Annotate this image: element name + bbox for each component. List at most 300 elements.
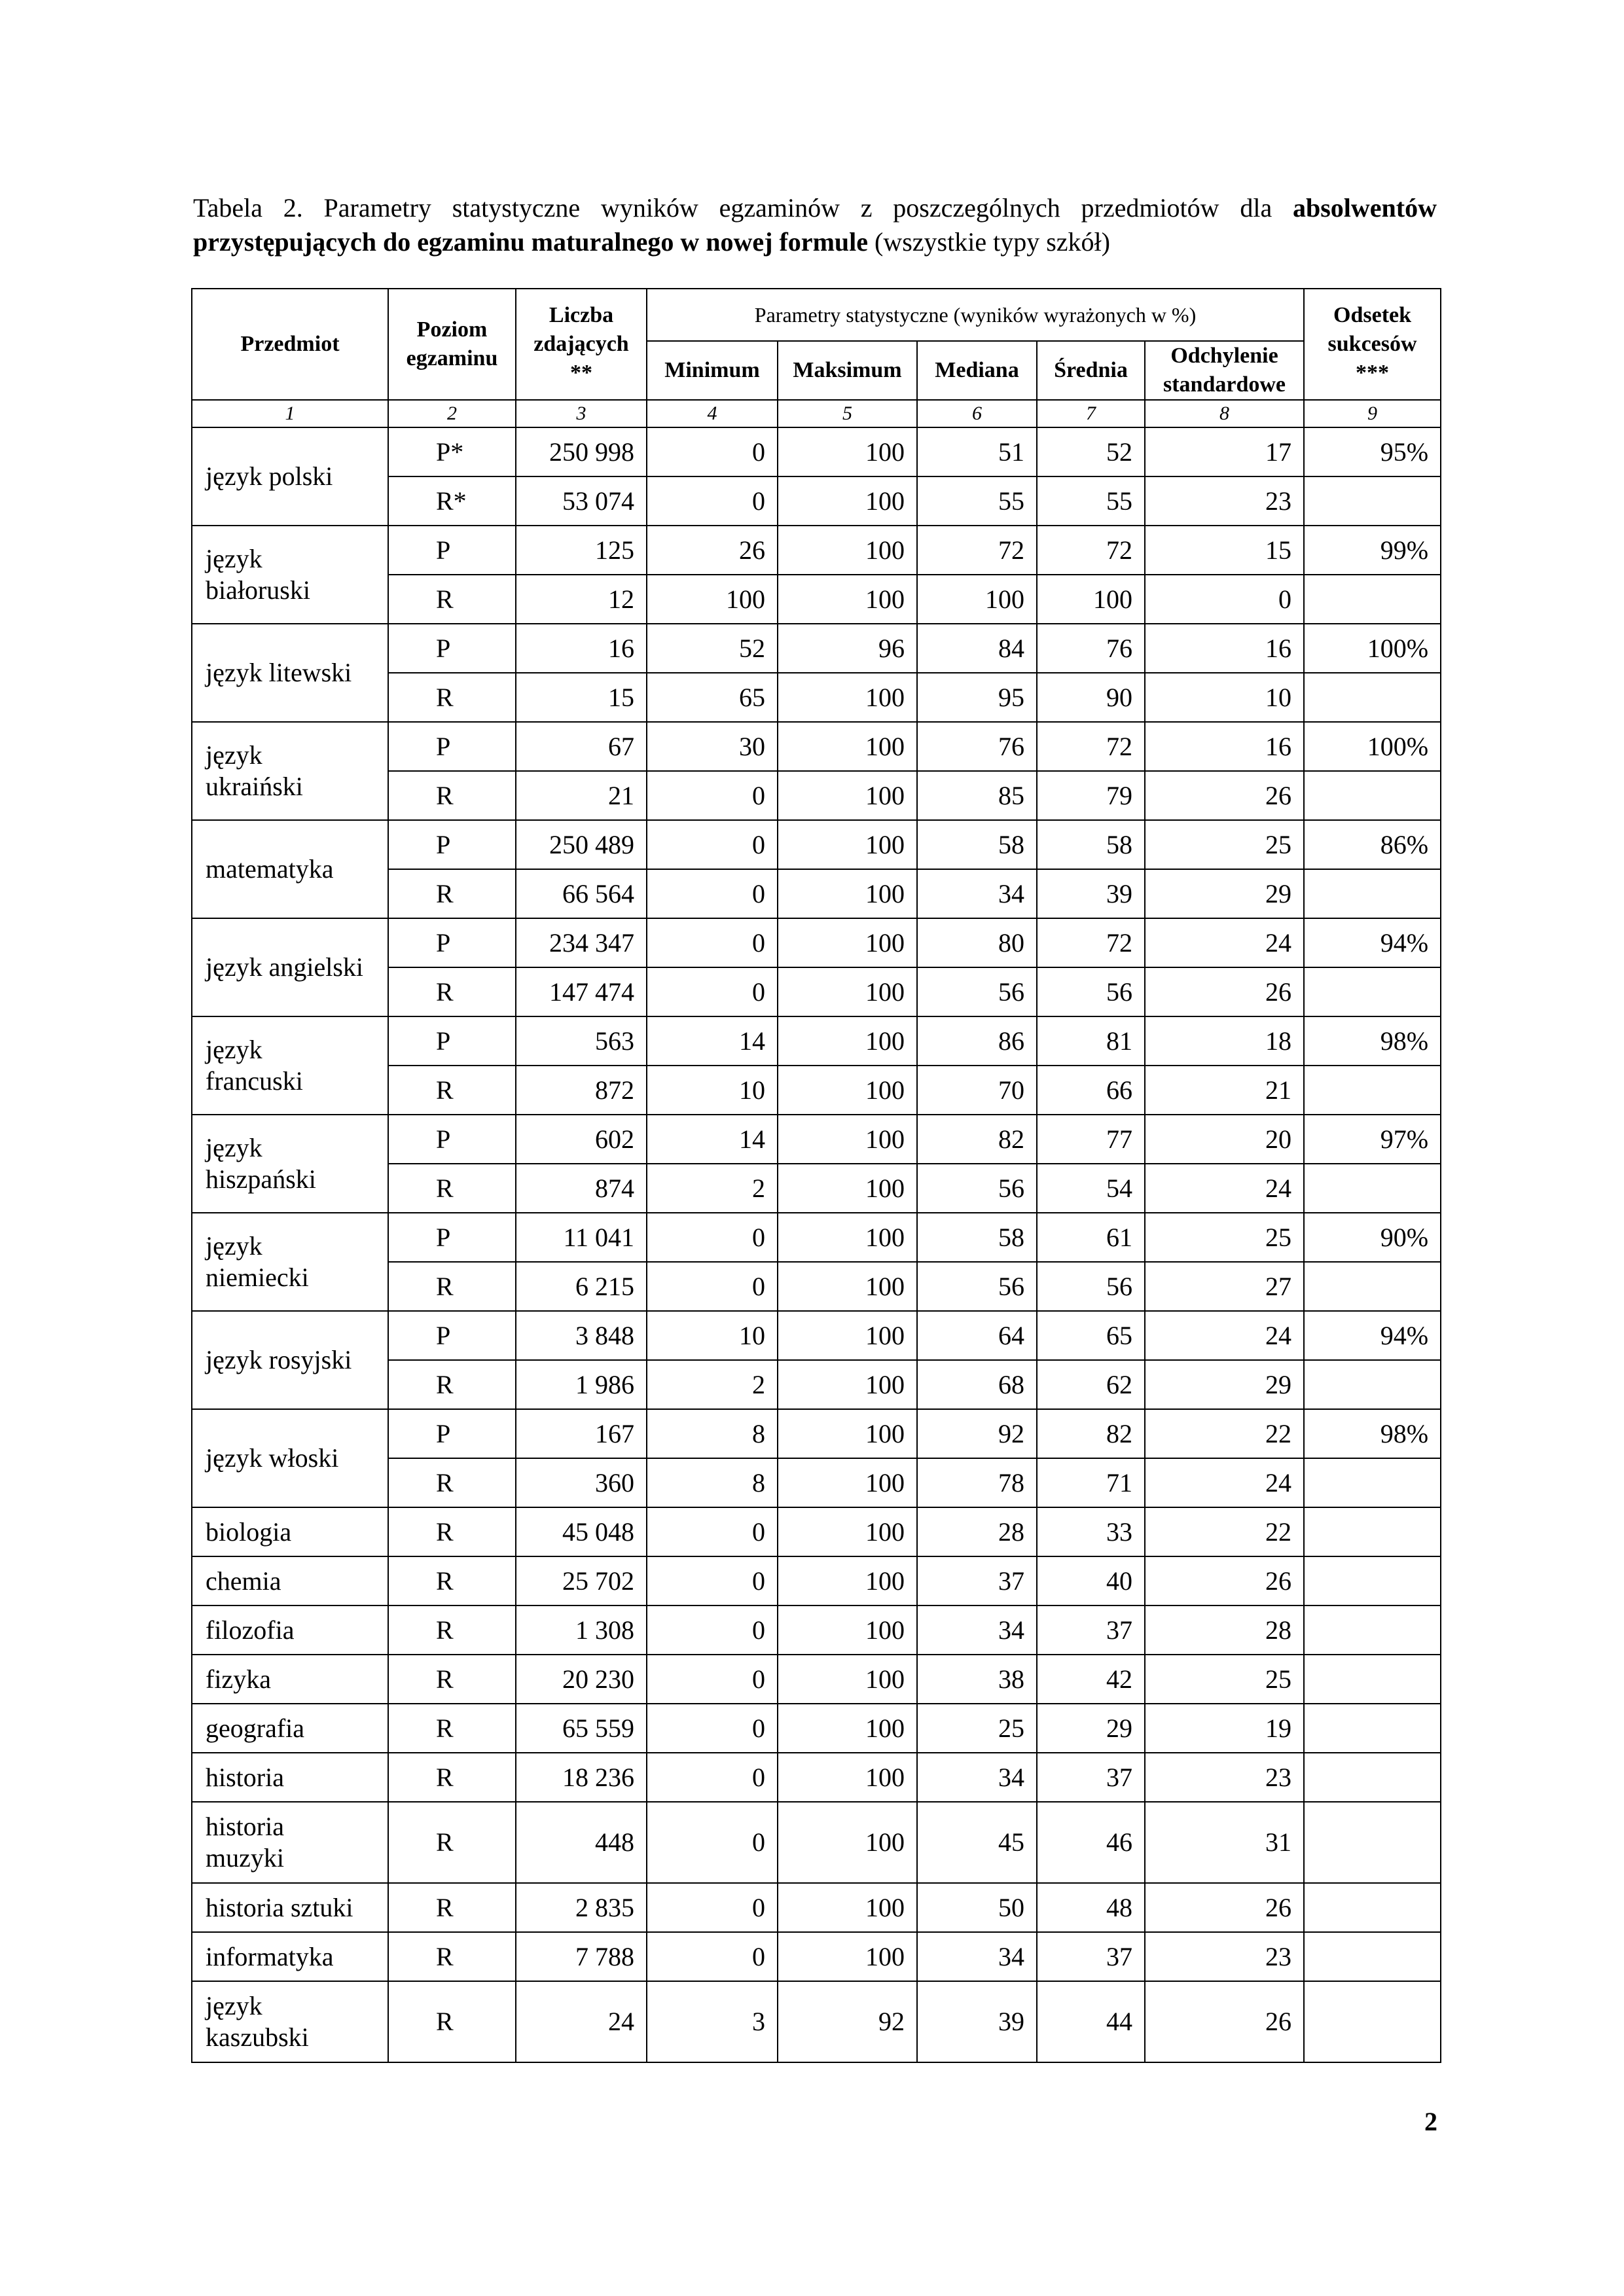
level-cell: P: [388, 1409, 516, 1458]
max-cell: 100: [778, 673, 917, 722]
table-row: [192, 1802, 1441, 1883]
max-cell: 100: [778, 722, 917, 771]
median-cell: 38: [917, 1655, 1037, 1704]
count-cell: 6 215: [516, 1262, 647, 1311]
min-cell: 0: [647, 1213, 778, 1262]
count-cell: 1 986: [516, 1360, 647, 1409]
median-cell: 92: [917, 1409, 1037, 1458]
max-cell: 100: [778, 1507, 917, 1556]
min-cell: 0: [647, 1932, 778, 1981]
std-cell: 18: [1145, 1016, 1304, 1066]
caption-text-end: (wszystkie typy szkół): [868, 227, 1110, 257]
table-row: [192, 1213, 1441, 1262]
mean-cell: 72: [1037, 526, 1145, 575]
subject-cell: historia sztuki: [192, 1883, 388, 1932]
median-cell: 56: [917, 1164, 1037, 1213]
min-cell: 14: [647, 1016, 778, 1066]
level-cell: R: [388, 1556, 516, 1605]
std-cell: 25: [1145, 1213, 1304, 1262]
subject-cell: fizyka: [192, 1655, 388, 1704]
min-cell: 0: [647, 1704, 778, 1753]
count-cell: 16: [516, 624, 647, 673]
level-cell: P: [388, 722, 516, 771]
table-caption: [193, 191, 1437, 259]
mean-cell: 62: [1037, 1360, 1145, 1409]
median-cell: 64: [917, 1311, 1037, 1360]
min-cell: 8: [647, 1458, 778, 1507]
std-cell: 23: [1145, 1753, 1304, 1802]
mean-cell: 40: [1037, 1556, 1145, 1605]
median-cell: 72: [917, 526, 1037, 575]
min-cell: 65: [647, 673, 778, 722]
std-cell: 23: [1145, 476, 1304, 526]
std-cell: 22: [1145, 1409, 1304, 1458]
level-cell: R: [388, 1605, 516, 1655]
min-cell: 2: [647, 1360, 778, 1409]
table-row: [192, 722, 1441, 771]
table-row: [192, 1753, 1441, 1802]
count-cell: 147 474: [516, 967, 647, 1016]
success-cell: 94%: [1304, 918, 1441, 967]
level-cell: P: [388, 1016, 516, 1066]
count-cell: 25 702: [516, 1556, 647, 1605]
median-cell: 58: [917, 1213, 1037, 1262]
mean-cell: 56: [1037, 1262, 1145, 1311]
count-cell: 67: [516, 722, 647, 771]
subject-cell: język francuski: [192, 1016, 388, 1115]
header-subject: Przedmiot: [192, 289, 388, 400]
level-cell: R: [388, 771, 516, 820]
median-cell: 85: [917, 771, 1037, 820]
level-cell: P: [388, 1311, 516, 1360]
level-cell: R: [388, 869, 516, 918]
std-cell: 23: [1145, 1932, 1304, 1981]
subject-cell: filozofia: [192, 1605, 388, 1655]
max-cell: 100: [778, 1883, 917, 1932]
success-cell: 90%: [1304, 1213, 1441, 1262]
count-cell: 563: [516, 1016, 647, 1066]
count-cell: 11 041: [516, 1213, 647, 1262]
count-cell: 874: [516, 1164, 647, 1213]
mean-cell: 48: [1037, 1883, 1145, 1932]
success-cell: [1304, 771, 1441, 820]
max-cell: 100: [778, 1066, 917, 1115]
level-cell: R: [388, 1753, 516, 1802]
header-max: Maksimum: [778, 341, 917, 400]
std-cell: 26: [1145, 1981, 1304, 2062]
min-cell: 100: [647, 575, 778, 624]
max-cell: 100: [778, 1164, 917, 1213]
table-row: [192, 1981, 1441, 2062]
level-cell: R: [388, 1704, 516, 1753]
min-cell: 0: [647, 918, 778, 967]
mean-cell: 71: [1037, 1458, 1145, 1507]
std-cell: 29: [1145, 869, 1304, 918]
statistics-table: [191, 288, 1441, 2063]
table-row: [192, 1883, 1441, 1932]
std-cell: 16: [1145, 722, 1304, 771]
std-cell: 24: [1145, 1164, 1304, 1213]
success-cell: [1304, 1262, 1441, 1311]
median-cell: 56: [917, 967, 1037, 1016]
std-cell: 20: [1145, 1115, 1304, 1164]
subject-cell: język ukraiński: [192, 722, 388, 820]
std-cell: 16: [1145, 624, 1304, 673]
header-count: Liczba zdających **: [516, 289, 647, 400]
subject-cell: język polski: [192, 427, 388, 526]
median-cell: 70: [917, 1066, 1037, 1115]
min-cell: 26: [647, 526, 778, 575]
std-cell: 29: [1145, 1360, 1304, 1409]
std-cell: 19: [1145, 1704, 1304, 1753]
mean-cell: 77: [1037, 1115, 1145, 1164]
success-cell: [1304, 1360, 1441, 1409]
min-cell: 0: [647, 967, 778, 1016]
min-cell: 0: [647, 771, 778, 820]
max-cell: 100: [778, 1311, 917, 1360]
count-cell: 65 559: [516, 1704, 647, 1753]
max-cell: 100: [778, 427, 917, 476]
table-row: [192, 820, 1441, 869]
table-row: [192, 1016, 1441, 1066]
count-cell: 66 564: [516, 869, 647, 918]
min-cell: 52: [647, 624, 778, 673]
subject-cell: język kaszubski: [192, 1981, 388, 2062]
success-cell: 86%: [1304, 820, 1441, 869]
median-cell: 58: [917, 820, 1037, 869]
level-cell: R: [388, 1981, 516, 2062]
level-cell: R: [388, 673, 516, 722]
level-cell: P*: [388, 427, 516, 476]
success-cell: [1304, 575, 1441, 624]
mean-cell: 37: [1037, 1605, 1145, 1655]
table-row: [192, 1704, 1441, 1753]
min-cell: 14: [647, 1115, 778, 1164]
level-cell: R: [388, 1262, 516, 1311]
max-cell: 100: [778, 1753, 917, 1802]
mean-cell: 46: [1037, 1802, 1145, 1883]
success-cell: 98%: [1304, 1409, 1441, 1458]
mean-cell: 76: [1037, 624, 1145, 673]
median-cell: 34: [917, 1605, 1037, 1655]
table-row: [192, 1556, 1441, 1605]
mean-cell: 54: [1037, 1164, 1145, 1213]
level-cell: R: [388, 1507, 516, 1556]
subject-cell: historia muzyki: [192, 1802, 388, 1883]
max-cell: 100: [778, 1115, 917, 1164]
max-cell: 100: [778, 1409, 917, 1458]
min-cell: 10: [647, 1311, 778, 1360]
median-cell: 84: [917, 624, 1037, 673]
level-cell: P: [388, 624, 516, 673]
median-cell: 51: [917, 427, 1037, 476]
mean-cell: 81: [1037, 1016, 1145, 1066]
count-cell: 234 347: [516, 918, 647, 967]
min-cell: 10: [647, 1066, 778, 1115]
median-cell: 100: [917, 575, 1037, 624]
count-cell: 15: [516, 673, 647, 722]
level-cell: P: [388, 1115, 516, 1164]
max-cell: 100: [778, 1704, 917, 1753]
std-cell: 15: [1145, 526, 1304, 575]
min-cell: 2: [647, 1164, 778, 1213]
mean-cell: 61: [1037, 1213, 1145, 1262]
max-cell: 100: [778, 1932, 917, 1981]
std-cell: 26: [1145, 1556, 1304, 1605]
max-cell: 100: [778, 1016, 917, 1066]
count-cell: 125: [516, 526, 647, 575]
count-cell: 602: [516, 1115, 647, 1164]
median-cell: 34: [917, 1932, 1037, 1981]
level-cell: R: [388, 1164, 516, 1213]
mean-cell: 72: [1037, 722, 1145, 771]
column-number-row: [192, 400, 1441, 427]
subject-cell: informatyka: [192, 1932, 388, 1981]
max-cell: 92: [778, 1981, 917, 2062]
std-cell: 17: [1145, 427, 1304, 476]
success-cell: [1304, 1981, 1441, 2062]
std-cell: 24: [1145, 1458, 1304, 1507]
median-cell: 95: [917, 673, 1037, 722]
count-cell: 53 074: [516, 476, 647, 526]
min-cell: 0: [647, 1802, 778, 1883]
std-cell: 27: [1145, 1262, 1304, 1311]
mean-cell: 79: [1037, 771, 1145, 820]
count-cell: 24: [516, 1981, 647, 2062]
count-cell: 21: [516, 771, 647, 820]
subject-cell: język włoski: [192, 1409, 388, 1507]
level-cell: R: [388, 1932, 516, 1981]
level-cell: R: [388, 575, 516, 624]
mean-cell: 29: [1037, 1704, 1145, 1753]
success-cell: [1304, 967, 1441, 1016]
median-cell: 34: [917, 1753, 1037, 1802]
level-cell: R: [388, 967, 516, 1016]
subject-cell: język litewski: [192, 624, 388, 722]
mean-cell: 33: [1037, 1507, 1145, 1556]
mean-cell: 52: [1037, 427, 1145, 476]
std-cell: 31: [1145, 1802, 1304, 1883]
header-median: Mediana: [917, 341, 1037, 400]
table-row: [192, 918, 1441, 967]
count-cell: 2 835: [516, 1883, 647, 1932]
table-row: [192, 1409, 1441, 1458]
max-cell: 100: [778, 575, 917, 624]
std-cell: 28: [1145, 1605, 1304, 1655]
max-cell: 100: [778, 526, 917, 575]
column-number: 4: [647, 400, 778, 427]
column-number: 8: [1145, 400, 1304, 427]
max-cell: 100: [778, 1655, 917, 1704]
success-cell: 97%: [1304, 1115, 1441, 1164]
table-row: [192, 526, 1441, 575]
min-cell: 0: [647, 1507, 778, 1556]
table-body: [192, 427, 1441, 2062]
median-cell: 56: [917, 1262, 1037, 1311]
max-cell: 100: [778, 918, 917, 967]
level-cell: P: [388, 918, 516, 967]
median-cell: 34: [917, 869, 1037, 918]
header-min: Minimum: [647, 341, 778, 400]
mean-cell: 65: [1037, 1311, 1145, 1360]
max-cell: 100: [778, 1605, 917, 1655]
min-cell: 8: [647, 1409, 778, 1458]
min-cell: 0: [647, 1753, 778, 1802]
mean-cell: 37: [1037, 1753, 1145, 1802]
level-cell: R: [388, 1360, 516, 1409]
header-params-group: Parametry statystyczne (wyników wyrażonych w %): [647, 289, 1304, 341]
count-cell: 448: [516, 1802, 647, 1883]
min-cell: 30: [647, 722, 778, 771]
max-cell: 100: [778, 967, 917, 1016]
mean-cell: 44: [1037, 1981, 1145, 2062]
subject-cell: język białoruski: [192, 526, 388, 624]
median-cell: 39: [917, 1981, 1037, 2062]
min-cell: 0: [647, 1262, 778, 1311]
level-cell: R*: [388, 476, 516, 526]
mean-cell: 100: [1037, 575, 1145, 624]
subject-cell: chemia: [192, 1556, 388, 1605]
success-cell: 98%: [1304, 1016, 1441, 1066]
count-cell: 12: [516, 575, 647, 624]
min-cell: 3: [647, 1981, 778, 2062]
std-cell: 26: [1145, 967, 1304, 1016]
std-cell: 0: [1145, 575, 1304, 624]
success-cell: [1304, 1556, 1441, 1605]
column-number: 9: [1304, 400, 1441, 427]
success-cell: 94%: [1304, 1311, 1441, 1360]
min-cell: 0: [647, 1556, 778, 1605]
mean-cell: 66: [1037, 1066, 1145, 1115]
caption-text: Tabela 2. Parametry statystyczne wyników egzaminów z poszczególnych przedmiotów dla: [193, 193, 1293, 223]
std-cell: 24: [1145, 1311, 1304, 1360]
level-cell: P: [388, 1213, 516, 1262]
std-cell: 26: [1145, 771, 1304, 820]
success-cell: [1304, 1605, 1441, 1655]
header-std: Odchylenie standardowe: [1145, 341, 1304, 400]
level-cell: R: [388, 1066, 516, 1115]
max-cell: 100: [778, 820, 917, 869]
header-success: Odsetek sukcesów ***: [1304, 289, 1441, 400]
max-cell: 96: [778, 624, 917, 673]
level-cell: R: [388, 1655, 516, 1704]
max-cell: 100: [778, 1802, 917, 1883]
count-cell: 250 489: [516, 820, 647, 869]
level-cell: P: [388, 526, 516, 575]
page-number: 2: [1424, 2107, 1437, 2136]
std-cell: 26: [1145, 1883, 1304, 1932]
success-cell: [1304, 1507, 1441, 1556]
table-row: [192, 624, 1441, 673]
table-row: [192, 1507, 1441, 1556]
success-cell: [1304, 1066, 1441, 1115]
max-cell: 100: [778, 1458, 917, 1507]
subject-cell: matematyka: [192, 820, 388, 918]
std-cell: 25: [1145, 820, 1304, 869]
median-cell: 76: [917, 722, 1037, 771]
success-cell: 95%: [1304, 427, 1441, 476]
header-mean: Średnia: [1037, 341, 1145, 400]
column-number: 7: [1037, 400, 1145, 427]
table-row: [192, 1605, 1441, 1655]
success-cell: [1304, 1164, 1441, 1213]
success-cell: [1304, 673, 1441, 722]
count-cell: 360: [516, 1458, 647, 1507]
median-cell: 25: [917, 1704, 1037, 1753]
success-cell: 100%: [1304, 624, 1441, 673]
max-cell: 100: [778, 1262, 917, 1311]
column-number: 6: [917, 400, 1037, 427]
median-cell: 28: [917, 1507, 1037, 1556]
table-row: [192, 1932, 1441, 1981]
mean-cell: 39: [1037, 869, 1145, 918]
std-cell: 10: [1145, 673, 1304, 722]
mean-cell: 42: [1037, 1655, 1145, 1704]
mean-cell: 90: [1037, 673, 1145, 722]
max-cell: 100: [778, 869, 917, 918]
min-cell: 0: [647, 869, 778, 918]
max-cell: 100: [778, 476, 917, 526]
count-cell: 45 048: [516, 1507, 647, 1556]
mean-cell: 72: [1037, 918, 1145, 967]
level-cell: P: [388, 820, 516, 869]
mean-cell: 56: [1037, 967, 1145, 1016]
caption-bold-text: absolwentów przystępujących do egzaminu maturalnego w nowej formule: [193, 193, 1437, 257]
success-cell: 100%: [1304, 722, 1441, 771]
count-cell: 167: [516, 1409, 647, 1458]
min-cell: 0: [647, 1883, 778, 1932]
median-cell: 45: [917, 1802, 1037, 1883]
count-cell: 3 848: [516, 1311, 647, 1360]
subject-cell: biologia: [192, 1507, 388, 1556]
success-cell: [1304, 1883, 1441, 1932]
table-row: [192, 427, 1441, 476]
table-row: [192, 1311, 1441, 1360]
min-cell: 0: [647, 1655, 778, 1704]
success-cell: [1304, 1458, 1441, 1507]
subject-cell: język rosyjski: [192, 1311, 388, 1409]
count-cell: 250 998: [516, 427, 647, 476]
column-number: 3: [516, 400, 647, 427]
min-cell: 0: [647, 820, 778, 869]
success-cell: 99%: [1304, 526, 1441, 575]
level-cell: R: [388, 1802, 516, 1883]
subject-cell: geografia: [192, 1704, 388, 1753]
mean-cell: 82: [1037, 1409, 1145, 1458]
std-cell: 25: [1145, 1655, 1304, 1704]
max-cell: 100: [778, 1213, 917, 1262]
success-cell: [1304, 1932, 1441, 1981]
median-cell: 50: [917, 1883, 1037, 1932]
mean-cell: 37: [1037, 1932, 1145, 1981]
subject-cell: język hiszpański: [192, 1115, 388, 1213]
success-cell: [1304, 1753, 1441, 1802]
max-cell: 100: [778, 1360, 917, 1409]
median-cell: 82: [917, 1115, 1037, 1164]
max-cell: 100: [778, 771, 917, 820]
median-cell: 86: [917, 1016, 1037, 1066]
mean-cell: 55: [1037, 476, 1145, 526]
success-cell: [1304, 869, 1441, 918]
std-cell: 21: [1145, 1066, 1304, 1115]
level-cell: R: [388, 1883, 516, 1932]
count-cell: 872: [516, 1066, 647, 1115]
median-cell: 78: [917, 1458, 1037, 1507]
success-cell: [1304, 1802, 1441, 1883]
median-cell: 55: [917, 476, 1037, 526]
success-cell: [1304, 476, 1441, 526]
min-cell: 0: [647, 1605, 778, 1655]
